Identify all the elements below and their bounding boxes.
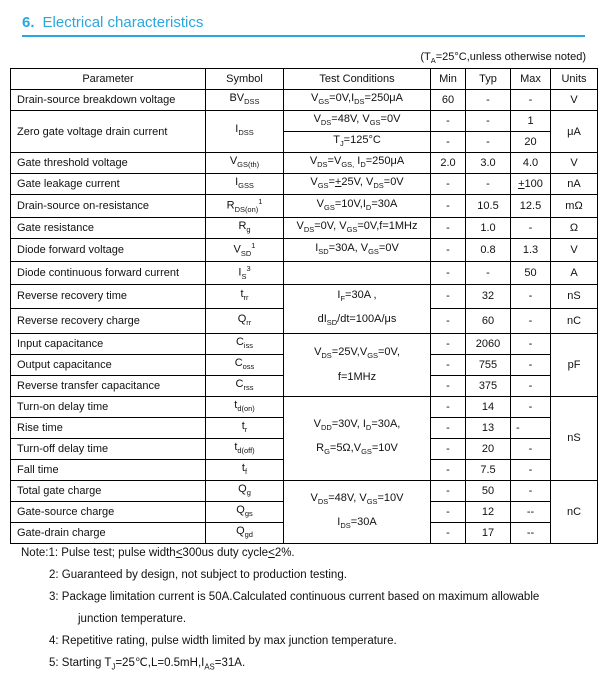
test-conditions-cell: $V_{DS}=48V$, $V_{GS}=0V$ <box>284 111 431 132</box>
max-cell: - <box>511 333 551 354</box>
note-line: 3: Package limitation current is 50A.Calculated continuous current based on maximum allowable <box>49 591 540 603</box>
table-row <box>11 396 598 417</box>
min-cell: 2.0 <box>431 153 466 174</box>
units-cell: nC <box>551 309 598 334</box>
max-cell: 1.3 <box>511 238 551 261</box>
min-cell: - <box>431 111 466 132</box>
units-cell: nS <box>551 284 598 309</box>
max-cell: - <box>511 438 551 459</box>
symbol-cell: $C_{oss}$ <box>206 354 284 375</box>
max-cell: - <box>511 217 551 238</box>
table-row <box>11 174 598 195</box>
symbol-cell: $t_{rr}$ <box>206 284 284 309</box>
section-title: Electrical characteristics <box>42 14 204 31</box>
table-row <box>11 333 598 354</box>
table-row <box>11 90 598 111</box>
min-cell: - <box>431 333 466 354</box>
column-header-min: Min <box>431 69 466 90</box>
symbol-cell: $t_f$ <box>206 459 284 480</box>
max-cell: 4.0 <box>511 153 551 174</box>
note-line: Note:1: Pulse test; pulse width<300us duty cycle<2%. <box>21 547 295 559</box>
test-conditions-cell: $V_{GS}=+25V$, $V_{DS}=0V$ <box>284 174 431 195</box>
symbol-cell: $t_r$ <box>206 417 284 438</box>
column-header-typ: Typ <box>466 69 511 90</box>
units-cell: V <box>551 153 598 174</box>
typ-cell: - <box>466 90 511 111</box>
parameter-cell: Gate-drain charge <box>11 522 206 543</box>
max-cell: - <box>511 309 551 334</box>
typ-cell: - <box>466 261 511 284</box>
table-head <box>11 69 598 90</box>
units-cell: A <box>551 261 598 284</box>
max-cell: - <box>511 354 551 375</box>
symbol-cell: $Q_{rr}$ <box>206 309 284 334</box>
max-cell: - <box>511 375 551 396</box>
typ-cell: 50 <box>466 480 511 501</box>
parameter-cell: Diode forward voltage <box>11 238 206 261</box>
symbol-cell: $R_{DS(on)}^1$ <box>206 195 284 218</box>
test-conditions-cell: $V_{GS}=10V,I_D=30A$ <box>284 195 431 218</box>
test-conditions-cell: $V_{DS}=25V,V_{GS}=0V$, f=1MHz <box>284 333 431 396</box>
units-cell: V <box>551 238 598 261</box>
symbol-cell: $t_{d(on)}$ <box>206 396 284 417</box>
column-header-test-conditions: Test Conditions <box>284 69 431 90</box>
max-cell: - <box>511 284 551 309</box>
notes-list <box>21 542 539 678</box>
symbol-cell: $Q_{gd}$ <box>206 522 284 543</box>
min-cell: - <box>431 522 466 543</box>
typ-cell: 3.0 <box>466 153 511 174</box>
note-line: 4: Repetitive rating, pulse width limited by max junction temperature. <box>49 635 397 647</box>
note-line: 5: Starting $T_J=25℃,L=0.5mH,I_{AS}=31A$. <box>49 657 246 672</box>
section-separator: . <box>30 14 35 31</box>
parameter-cell: Output capacitance <box>11 354 206 375</box>
test-conditions-cell: $V_{DS}=V_{GS,}$ $I_D=250\mu A$ <box>284 153 431 174</box>
table-header-row <box>11 69 598 90</box>
symbol-cell: $V_{GS(th)}$ <box>206 153 284 174</box>
column-header-max: Max <box>511 69 551 90</box>
typ-cell: 12 <box>466 501 511 522</box>
units-cell: nA <box>551 174 598 195</box>
parameter-cell: Turn-off delay time <box>11 438 206 459</box>
table-row <box>11 480 598 501</box>
min-cell: - <box>431 195 466 218</box>
symbol-cell: $V_{SD}^1$ <box>206 238 284 261</box>
test-conditions-cell: $T_J=125^\circ C$ <box>284 132 431 153</box>
units-cell: V <box>551 90 598 111</box>
typ-cell: 375 <box>466 375 511 396</box>
units-cell: nC <box>551 480 598 543</box>
note-line: junction temperature. <box>78 613 187 625</box>
condition-note: ($T_A=25^\circ C,unless$ otherwise noted) <box>420 51 586 66</box>
symbol-cell: $Q_g$ <box>206 480 284 501</box>
column-header-units: Units <box>551 69 598 90</box>
typ-cell: 10.5 <box>466 195 511 218</box>
typ-cell: 7.5 <box>466 459 511 480</box>
test-conditions-cell: $I_{SD}=30A$, $V_{GS}=0V$ <box>284 238 431 261</box>
table-body <box>11 90 598 544</box>
max-cell: - <box>511 90 551 111</box>
section-heading <box>22 14 585 37</box>
test-conditions-cell: $V_{DS}=48V$, $V_{GS}=10V$ $I_{DS}=30A$ <box>284 480 431 543</box>
symbol-cell: $I_S^3$ <box>206 261 284 284</box>
min-cell: - <box>431 396 466 417</box>
symbol-cell: $C_{rss}$ <box>206 375 284 396</box>
parameter-cell: Rise time <box>11 417 206 438</box>
parameter-cell: Gate leakage current <box>11 174 206 195</box>
max-cell: +100 <box>511 174 551 195</box>
max-cell: 1 <box>511 111 551 132</box>
min-cell: - <box>431 354 466 375</box>
min-cell: - <box>431 309 466 334</box>
min-cell: - <box>431 284 466 309</box>
test-conditions-cell: $I_F=30A$ , $dI_{SD}/dt=100A/\mu s$ <box>284 284 431 333</box>
units-cell: μA <box>551 111 598 153</box>
typ-cell: - <box>466 111 511 132</box>
table-row <box>11 195 598 218</box>
typ-cell: 1.0 <box>466 217 511 238</box>
typ-cell: 20 <box>466 438 511 459</box>
max-cell: 12.5 <box>511 195 551 218</box>
max-cell: - <box>511 417 551 438</box>
typ-cell: 2060 <box>466 333 511 354</box>
typ-cell: 14 <box>466 396 511 417</box>
parameter-cell: Drain-source on-resistance <box>11 195 206 218</box>
min-cell: - <box>431 238 466 261</box>
table-row <box>11 261 598 284</box>
min-cell: - <box>431 261 466 284</box>
typ-cell: 755 <box>466 354 511 375</box>
units-cell: Ω <box>551 217 598 238</box>
characteristics-table <box>10 68 598 544</box>
parameter-cell: Total gate charge <box>11 480 206 501</box>
symbol-cell: $I_{GSS}$ <box>206 174 284 195</box>
parameter-cell: Zero gate voltage drain current <box>11 111 206 153</box>
note-line: 2: Guaranteed by design, not subject to production testing. <box>49 569 347 581</box>
symbol-cell: $R_g$ <box>206 217 284 238</box>
parameter-cell: Gate threshold voltage <box>11 153 206 174</box>
table-row <box>11 217 598 238</box>
units-cell: pF <box>551 333 598 396</box>
min-cell: - <box>431 132 466 153</box>
max-cell: 20 <box>511 132 551 153</box>
typ-cell: - <box>466 174 511 195</box>
test-conditions-cell: $V_{DS}=0V$, $V_{GS}=0V,f=1MHz$ <box>284 217 431 238</box>
typ-cell: 17 <box>466 522 511 543</box>
min-cell: - <box>431 417 466 438</box>
typ-cell: 60 <box>466 309 511 334</box>
min-cell: - <box>431 438 466 459</box>
table-row <box>11 111 598 132</box>
symbol-cell: $BV_{DSS}$ <box>206 90 284 111</box>
symbol-cell: $Q_{gs}$ <box>206 501 284 522</box>
max-cell: -- <box>511 522 551 543</box>
parameter-cell: Gate resistance <box>11 217 206 238</box>
test-conditions-cell: $V_{GS}=0V,I_{DS}=250\mu A$ <box>284 90 431 111</box>
typ-cell: 32 <box>466 284 511 309</box>
parameter-cell: Reverse transfer capacitance <box>11 375 206 396</box>
section-number: 6 <box>22 14 31 31</box>
typ-cell: - <box>466 132 511 153</box>
typ-cell: 13 <box>466 417 511 438</box>
parameter-cell: Reverse recovery charge <box>11 309 206 334</box>
table-row <box>11 284 598 309</box>
min-cell: 60 <box>431 90 466 111</box>
min-cell: - <box>431 501 466 522</box>
parameter-cell: Gate-source charge <box>11 501 206 522</box>
typ-cell: 0.8 <box>466 238 511 261</box>
symbol-cell: $I_{DSS}$ <box>206 111 284 153</box>
table-row <box>11 238 598 261</box>
symbol-cell: $C_{iss}$ <box>206 333 284 354</box>
min-cell: - <box>431 480 466 501</box>
parameter-cell: Input capacitance <box>11 333 206 354</box>
units-cell: nS <box>551 396 598 480</box>
parameter-cell: Fall time <box>11 459 206 480</box>
max-cell: - <box>511 396 551 417</box>
parameter-cell: Reverse recovery time <box>11 284 206 309</box>
max-cell: 50 <box>511 261 551 284</box>
min-cell: - <box>431 375 466 396</box>
test-conditions-cell <box>284 261 431 284</box>
min-cell: - <box>431 217 466 238</box>
min-cell: - <box>431 174 466 195</box>
min-cell: - <box>431 459 466 480</box>
test-conditions-cell: $V_{DD}=30V$, $I_D=30A$, $R_G=5\Omega,V_{GS}=10V$ <box>284 396 431 480</box>
max-cell: - <box>511 459 551 480</box>
parameter-cell: Turn-on delay time <box>11 396 206 417</box>
max-cell: - <box>511 480 551 501</box>
column-header-symbol: Symbol <box>206 69 284 90</box>
units-cell: mΩ <box>551 195 598 218</box>
max-cell: -- <box>511 501 551 522</box>
parameter-cell: Drain-source breakdown voltage <box>11 90 206 111</box>
column-header-parameter: Parameter <box>11 69 206 90</box>
parameter-cell: Diode continuous forward current <box>11 261 206 284</box>
symbol-cell: $t_{d(off)}$ <box>206 438 284 459</box>
table-row <box>11 153 598 174</box>
